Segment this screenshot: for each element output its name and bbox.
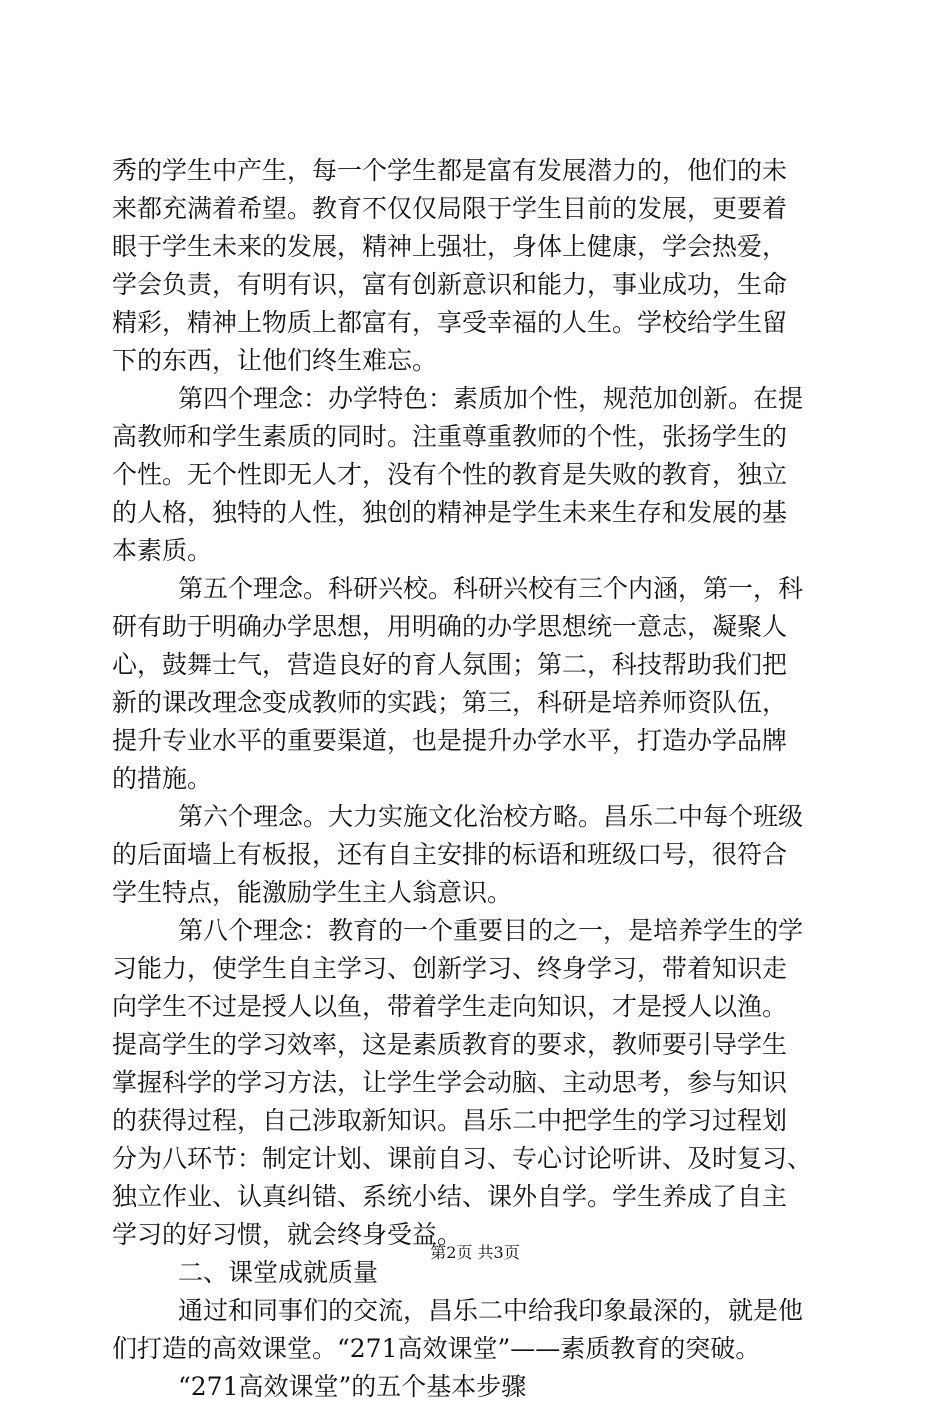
text-line: 的人格，独特的人性，独创的精神是学生未来生存和发展的基 — [112, 498, 788, 527]
text-line: 向学生不过是授人以鱼，带着学生走向知识，才是授人以渔。 — [112, 992, 788, 1021]
text-line: 新的课改理念变成教师的实践；第三，科研是培养师资队伍， — [112, 688, 788, 717]
document-body — [112, 152, 838, 1406]
text-line: 掌握科学的学习方法，让学生学会动脑、主动思考，参与知识 — [112, 1068, 788, 1097]
text-line: 第四个理念：办学特色：素质加个性，规范加创新。在提 — [178, 384, 804, 413]
text-line: 本素质。 — [112, 536, 213, 565]
text-line: 提升专业水平的重要渠道，也是提升办学水平，打造办学品牌 — [112, 726, 788, 755]
text-line: 第六个理念。大力实施文化治校方略。昌乐二中每个班级 — [178, 802, 804, 831]
text-line: 第五个理念。科研兴校。科研兴校有三个内涵，第一，科 — [178, 574, 804, 603]
text-line: 学会负责，有明有识，富有创新意识和能力，事业成功，生命 — [112, 270, 788, 299]
text-line: 眼于学生未来的发展，精神上强壮，身体上健康，学会热爱， — [112, 232, 788, 261]
text-line: 来都充满着希望。教育不仅仅局限于学生目前的发展，更要着 — [112, 194, 788, 223]
text-line: 独立作业、认真纠错、系统小结、课外自学。学生养成了自主 — [112, 1182, 788, 1211]
text-line: 的措施。 — [112, 764, 213, 793]
text-line: 心，鼓舞士气，营造良好的育人氛围；第二，科技帮助我们把 — [112, 650, 788, 679]
text-line: 学习的好习惯，就会终身受益。 — [112, 1220, 463, 1249]
page-number-footer: 第2页 共3页 — [430, 1243, 520, 1262]
text-line: 研有助于明确办学思想，用明确的办学思想统一意志，凝聚人 — [112, 612, 788, 641]
text-line: 的后面墙上有板报，还有自主安排的标语和班级口号，很符合 — [112, 840, 788, 869]
text-line: 下的东西，让他们终生难忘。 — [112, 346, 438, 375]
text-line: 秀的学生中产生，每一个学生都是富有发展潜力的，他们的未 — [112, 156, 788, 185]
text-line: 分为八环节：制定计划、课前自习、专心讨论听讲、及时复习、 — [112, 1144, 813, 1173]
text-line: 的获得过程，自己涉取新知识。昌乐二中把学生的学习过程划 — [112, 1106, 788, 1135]
text-line: 学生特点，能激励学生主人翁意识。 — [112, 878, 513, 907]
text-line: 精彩，精神上物质上都富有，享受幸福的人生。学校给学生留 — [112, 308, 788, 337]
text-line: 习能力，使学生自主学习、创新学习、终身学习，带着知识走 — [112, 954, 788, 983]
section-heading: 二、课堂成就质量 — [178, 1258, 379, 1287]
text-line: 第八个理念：教育的一个重要目的之一，是培养学生的学 — [178, 916, 804, 945]
text-line: 通过和同事们的交流，昌乐二中给我印象最深的，就是他 — [178, 1296, 804, 1325]
text-line: 提高学生的学习效率，这是素质教育的要求，教师要引导学生 — [112, 1030, 788, 1059]
text-line: 高教师和学生素质的同时。注重尊重教师的个性，张扬学生的 — [112, 422, 788, 451]
text-line: 个性。无个性即无人才，没有个性的教育是失败的教育，独立 — [112, 460, 788, 489]
text-line: 们打造的高效课堂。“271高效课堂”——素质教育的突破。 — [112, 1334, 761, 1363]
text-line: “271高效课堂”的五个基本步骤 — [178, 1372, 527, 1401]
